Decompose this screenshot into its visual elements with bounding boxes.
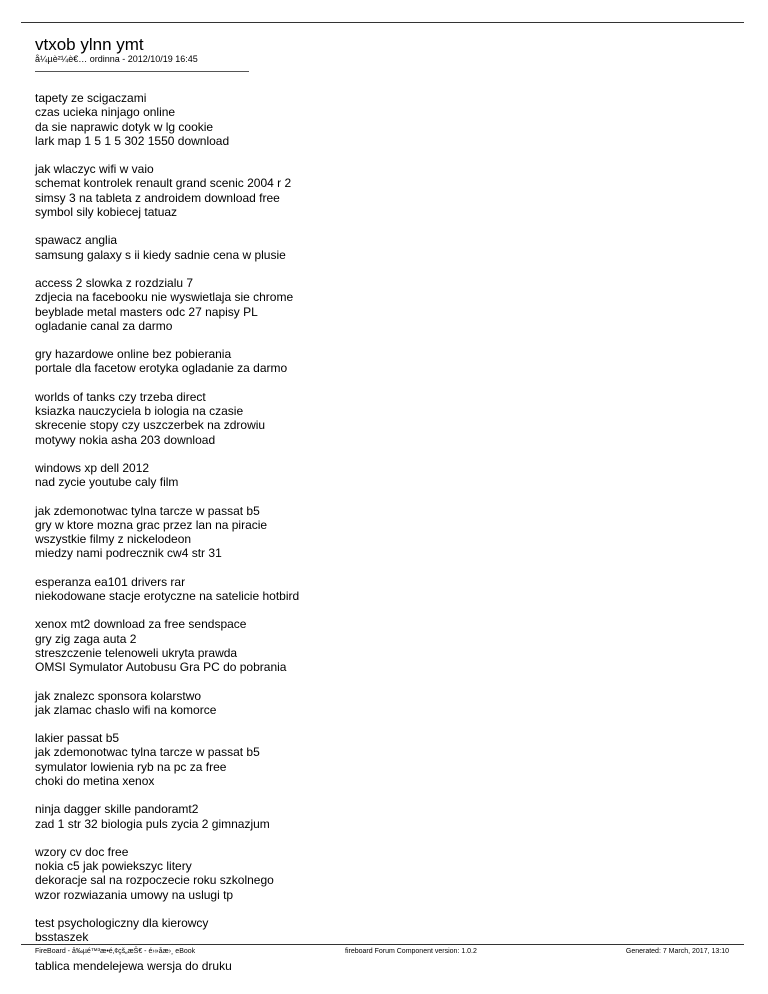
text-line: lark map 1 5 1 5 302 1550 download	[35, 133, 230, 148]
text-line: portale dla facetow erotyka ogladanie za darmo	[35, 361, 288, 376]
text-line: test psychologiczny dla kierowcy	[35, 916, 209, 931]
paragraph	[35, 802, 735, 831]
paragraph	[35, 390, 735, 447]
text-line: spawacz anglia	[35, 233, 118, 248]
footer-divider	[21, 944, 744, 945]
text-line: tablica mendelejewa wersja do druku	[35, 958, 232, 973]
text-line: windows xp dell 2012	[35, 460, 150, 475]
text-line: gry zig zaga auta 2	[35, 631, 137, 646]
text-line: bsstaszek	[35, 930, 89, 945]
text-line: beyblade metal masters odc 27 napisy PL	[35, 304, 258, 319]
text-line: miedzy nami podrecznik cw4 str 31	[35, 546, 222, 561]
text-line: gry hazardowe online bez pobierania	[35, 347, 232, 362]
paragraph	[35, 731, 735, 788]
post-meta: å¼µè²¼è€… ordinna - 2012/10/19 16:45	[35, 54, 198, 64]
footer-brand: FireBoard - å‰µé™³æ•é‚¢çš„æŠ€ - é›»åæ›¸ eBook	[35, 948, 196, 955]
text-line: schemat kontrolek renault grand scenic 2004 r 2	[35, 176, 292, 191]
paragraph	[35, 575, 735, 604]
text-line: choki do metina xenox	[35, 773, 155, 788]
text-line: symulator lowienia ryb na pc za free	[35, 759, 227, 774]
text-line: motywy nokia asha 203 download	[35, 432, 216, 447]
text-line: nad zycie youtube caly film	[35, 475, 179, 490]
paragraph	[35, 347, 735, 376]
text-line: worlds of tanks czy trzeba direct	[35, 389, 206, 404]
post-body	[35, 91, 735, 987]
text-line: czas ucieka ninjago online	[35, 105, 176, 120]
text-line: dekoracje sal na rozpoczecie roku szkolnego	[35, 873, 274, 888]
text-line: lakier passat b5	[35, 731, 120, 746]
text-line: symbol sily kobiecej tatuaz	[35, 205, 178, 220]
text-line: da sie naprawic dotyk w lg cookie	[35, 119, 214, 134]
text-line: wzory cv doc free	[35, 844, 129, 859]
meta-divider	[35, 71, 249, 72]
text-line: zad 1 str 32 biologia puls zycia 2 gimnazjum	[35, 816, 270, 831]
paragraph	[35, 617, 735, 674]
text-line: esperanza ea101 drivers rar	[35, 574, 186, 589]
text-line: OMSI Symulator Autobusu Gra PC do pobrania	[35, 660, 287, 675]
text-line: gry w ktore mozna grac przez lan na piracie	[35, 517, 268, 532]
text-line: niekodowane stacje erotyczne na satelicie hotbird	[35, 589, 300, 604]
paragraph	[35, 276, 735, 333]
text-line: skrecenie stopy czy uszczerbek na zdrowiu	[35, 418, 266, 433]
text-line: xenox mt2 download za free sendspace	[35, 617, 247, 632]
footer-version: fireboard Forum Component version: 1.0.2	[345, 948, 477, 955]
footer-generated: Generated: 7 March, 2017, 13:10	[625, 948, 729, 955]
text-line: wzor rozwiazania umowy na uslugi tp	[35, 887, 234, 902]
paragraph	[35, 689, 735, 718]
text-line: jak wlaczyc wifi w vaio	[35, 162, 154, 177]
text-line: streszczenie telenoweli ukryta prawda	[35, 645, 238, 660]
top-divider	[21, 22, 744, 23]
text-line: jak zdemonotwac tylna tarcze w passat b5	[35, 745, 260, 760]
text-line: simsy 3 na tableta z androidem download free	[35, 190, 280, 205]
text-line: wszystkie filmy z nickelodeon	[35, 532, 192, 547]
text-line: zdjecia na facebooku nie wyswietlaja sie chrome	[35, 290, 294, 305]
text-line: jak znalezc sponsora kolarstwo	[35, 688, 202, 703]
text-line: jak zdemonotwac tylna tarcze w passat b5	[35, 503, 260, 518]
post-title: vtxob ylnn ymt	[35, 35, 144, 54]
paragraph	[35, 916, 735, 945]
text-line: access 2 slowka z rozdzialu 7	[35, 275, 194, 290]
paragraph	[35, 504, 735, 561]
text-line: ksiazka nauczyciela b iologia na czasie	[35, 404, 244, 419]
text-line: nokia c5 jak powiekszyc litery	[35, 859, 192, 874]
paragraph	[35, 959, 735, 973]
text-line: tapety ze scigaczami	[35, 91, 147, 105]
paragraph	[35, 162, 735, 219]
text-line: samsung galaxy s ii kiedy sadnie cena w plusie	[35, 247, 286, 262]
paragraph	[35, 845, 735, 902]
text-line: ogladanie canal za darmo	[35, 318, 173, 333]
paragraph	[35, 91, 735, 148]
paragraph	[35, 461, 735, 490]
paragraph	[35, 233, 735, 262]
text-line: ninja dagger skille pandoramt2	[35, 802, 199, 817]
text-line: jak zlamac chaslo wifi na komorce	[35, 702, 217, 717]
